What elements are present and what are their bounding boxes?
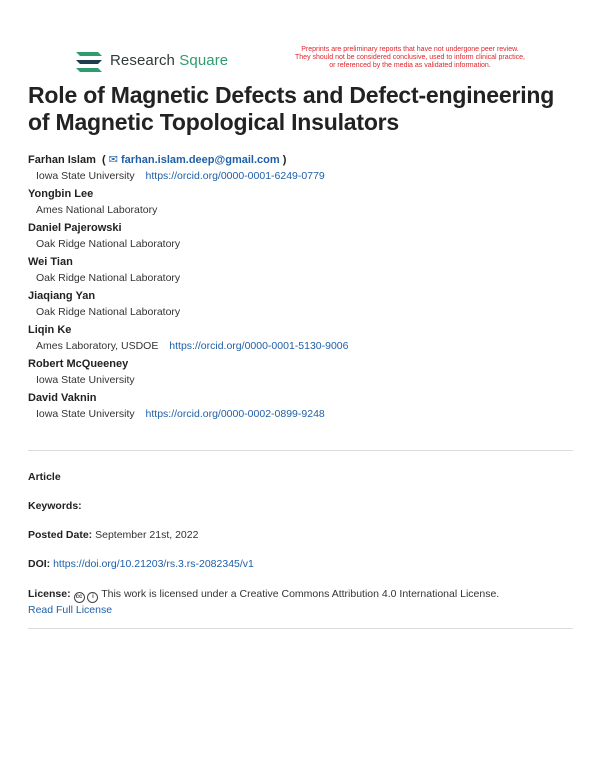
author-name: Farhan Islam ( ✉ farhan.islam.deep@gmail.com ) (28, 154, 287, 166)
author-affiliation: Oak Ridge National Laboratory (36, 238, 181, 250)
author-affiliation (28, 338, 578, 354)
author-entry (28, 288, 578, 320)
keywords-label: Keywords: (28, 500, 82, 512)
doi-link[interactable]: https://doi.org/10.21203/rs.3.rs-2082345/v1 (53, 558, 254, 570)
author-name: Liqin Ke (28, 324, 72, 336)
article-type (28, 470, 578, 485)
orcid-link[interactable]: https://orcid.org/0000-0001-6249-0779 (145, 170, 325, 182)
logo-text (110, 52, 228, 69)
affiliation-text: Iowa State University (36, 408, 135, 420)
author-entry (28, 220, 578, 252)
author-entry (28, 254, 578, 286)
doi-label: DOI: (28, 558, 51, 570)
posted-date-label: Posted Date: (28, 529, 93, 541)
author-affiliation: Oak Ridge National Laboratory (36, 306, 181, 318)
cc-icon: cc (74, 592, 85, 603)
doi-row (28, 557, 578, 572)
divider (28, 450, 573, 451)
author-entry (28, 152, 578, 184)
logo-mark-icon (74, 46, 104, 74)
header (74, 46, 544, 76)
article-type-text: Article (28, 471, 61, 483)
author-name: Daniel Pajerowski (28, 222, 122, 234)
orcid-link[interactable]: https://orcid.org/0000-0002-0899-9248 (145, 408, 325, 420)
email-text: farhan.islam.deep@gmail.com (120, 154, 280, 166)
author-entry (28, 186, 578, 218)
license-text: This work is licensed under a Creative Commons Attribution 4.0 International License. (101, 588, 500, 600)
author-name: David Vaknin (28, 392, 97, 404)
disclaimer-line: They should not be considered conclusive, used to inform clinical practice, (295, 54, 525, 61)
research-square-logo[interactable] (74, 46, 228, 74)
paper-title: Role of Magnetic Defects and Defect-engineering of Magnetic Topological Insulators (28, 82, 555, 135)
author-affiliation (28, 168, 578, 184)
affiliation-text: Iowa State University (36, 170, 135, 182)
author-entry (28, 356, 578, 388)
author-name: Wei Tian (28, 256, 73, 268)
license-label: License: (28, 588, 71, 600)
posted-date-row (28, 528, 578, 543)
attribution-icon: i (87, 592, 98, 603)
affiliation-text: Ames Laboratory, USDOE (36, 340, 159, 352)
author-affiliation: Oak Ridge National Laboratory (36, 272, 181, 284)
license-row (28, 587, 578, 618)
posted-date-value: September 21st, 2022 (95, 529, 199, 541)
disclaimer-line: or referenced by the media as validated information. (329, 62, 491, 69)
divider (28, 628, 573, 629)
author-affiliation: Iowa State University (36, 374, 135, 386)
read-full-license-link[interactable]: Read Full License (28, 604, 113, 616)
logo-word-square: Square (179, 51, 229, 69)
author-name: Robert McQueeney (28, 358, 129, 370)
envelope-icon: ✉ (108, 154, 118, 166)
keywords-row (28, 499, 578, 514)
preprint-disclaimer (270, 46, 550, 70)
author-entry (28, 390, 578, 422)
author-name-text: Farhan Islam (28, 154, 96, 166)
author-entry (28, 322, 578, 354)
author-list (28, 152, 578, 424)
orcid-link[interactable]: https://orcid.org/0000-0001-5130-9006 (169, 340, 349, 352)
email-link[interactable] (109, 154, 280, 166)
author-affiliation (28, 406, 578, 422)
author-affiliation: Ames National Laboratory (36, 204, 158, 216)
disclaimer-line: Preprints are preliminary reports that have not undergone peer review. (301, 46, 519, 53)
author-name: Jiaqiang Yan (28, 290, 96, 302)
logo-word-research: Research (110, 51, 175, 69)
author-name: Yongbin Lee (28, 188, 94, 200)
